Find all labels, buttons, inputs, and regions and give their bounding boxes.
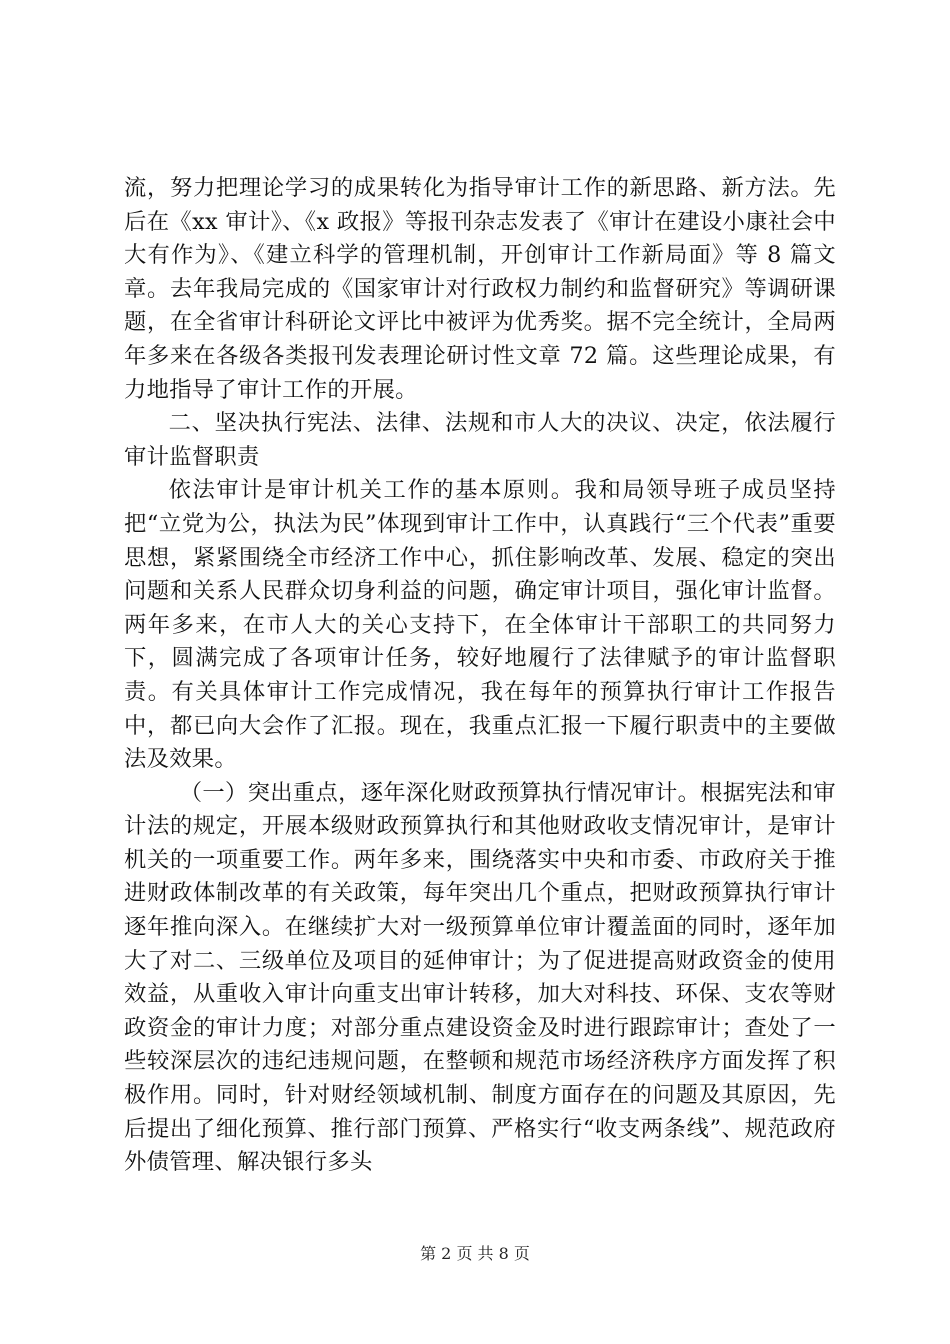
page-number-footer: 第 2 页 共 8 页 [420, 1244, 530, 1263]
paragraph-continuation: 流，努力把理论学习的成果转化为指导审计工作的新思路、新方法。先后在《xx 审计》、《x 政报》等报刊杂志发表了《审计在建设小康社会中大有作为》、《建立科学的管理机制，开创审计工作新局面》等 8 篇文章。去年我局完成的《国家审计对行政权力制约和监督研究》等调研课题，在全省审计科研论文评比中被评为优秀奖。据不完全统计，全局两年多来在各级各类报刊发表理论研讨性文章 72 篇。这些理论成果，有力地指导了审计工作的开展。 [124, 175, 836, 403]
document-body [124, 172, 836, 1180]
section-heading: 二、坚决执行宪法、法律、法规和市人大的决议、决定，依法履行审计监督职责 [124, 410, 836, 470]
paragraph-subsection-1: （一）突出重点，逐年深化财政预算执行情况审计。根据宪法和审计法的规定，开展本级财政预算执行和其他财政收支情况审计，是审计机关的一项重要工作。两年多来，围绕落实中央和市委、市政府关于推进财政体制改革的有关政策，每年突出几个重点，把财政预算执行审计逐年推向深入。在继续扩大对一级预算单位审计覆盖面的同时，逐年加大了对二、三级单位及项目的延伸审计；为了促进提高财政资金的使用效益，从重收入审计向重支出审计转移，加大对科技、环保、支农等财政资金的审计力度；对部分重点建设资金及时进行跟踪审计；查处了一些较深层次的违纪违规问题，在整顿和规范市场经济秩序方面发挥了积极作用。同时，针对财经领域机制、制度方面存在的问题及其原因，先后提出了细化预算、推行部门预算、严格实行“收支两条线”、规范政府外债管理、解决银行多头 [124, 779, 836, 1176]
paragraph-principle: 依法审计是审计机关工作的基本原则。我和局领导班子成员坚持把“立党为公，执法为民”体现到审计工作中，认真践行“三个代表”重要思想，紧紧围绕全市经济工作中心，抓住影响改革、发展、稳定的突出问题和关系人民群众切身利益的问题，确定审计项目，强化审计监督。两年多来，在市人大的关心支持下，在全体审计干部职工的共同努力下，圆满完成了各项审计任务，较好地履行了法律赋予的审计监督职责。有关具体审计工作完成情况，我在每年的预算执行审计工作报告中，都已向大会作了汇报。现在，我重点汇报一下履行职责中的主要做法及效果。 [124, 477, 836, 773]
